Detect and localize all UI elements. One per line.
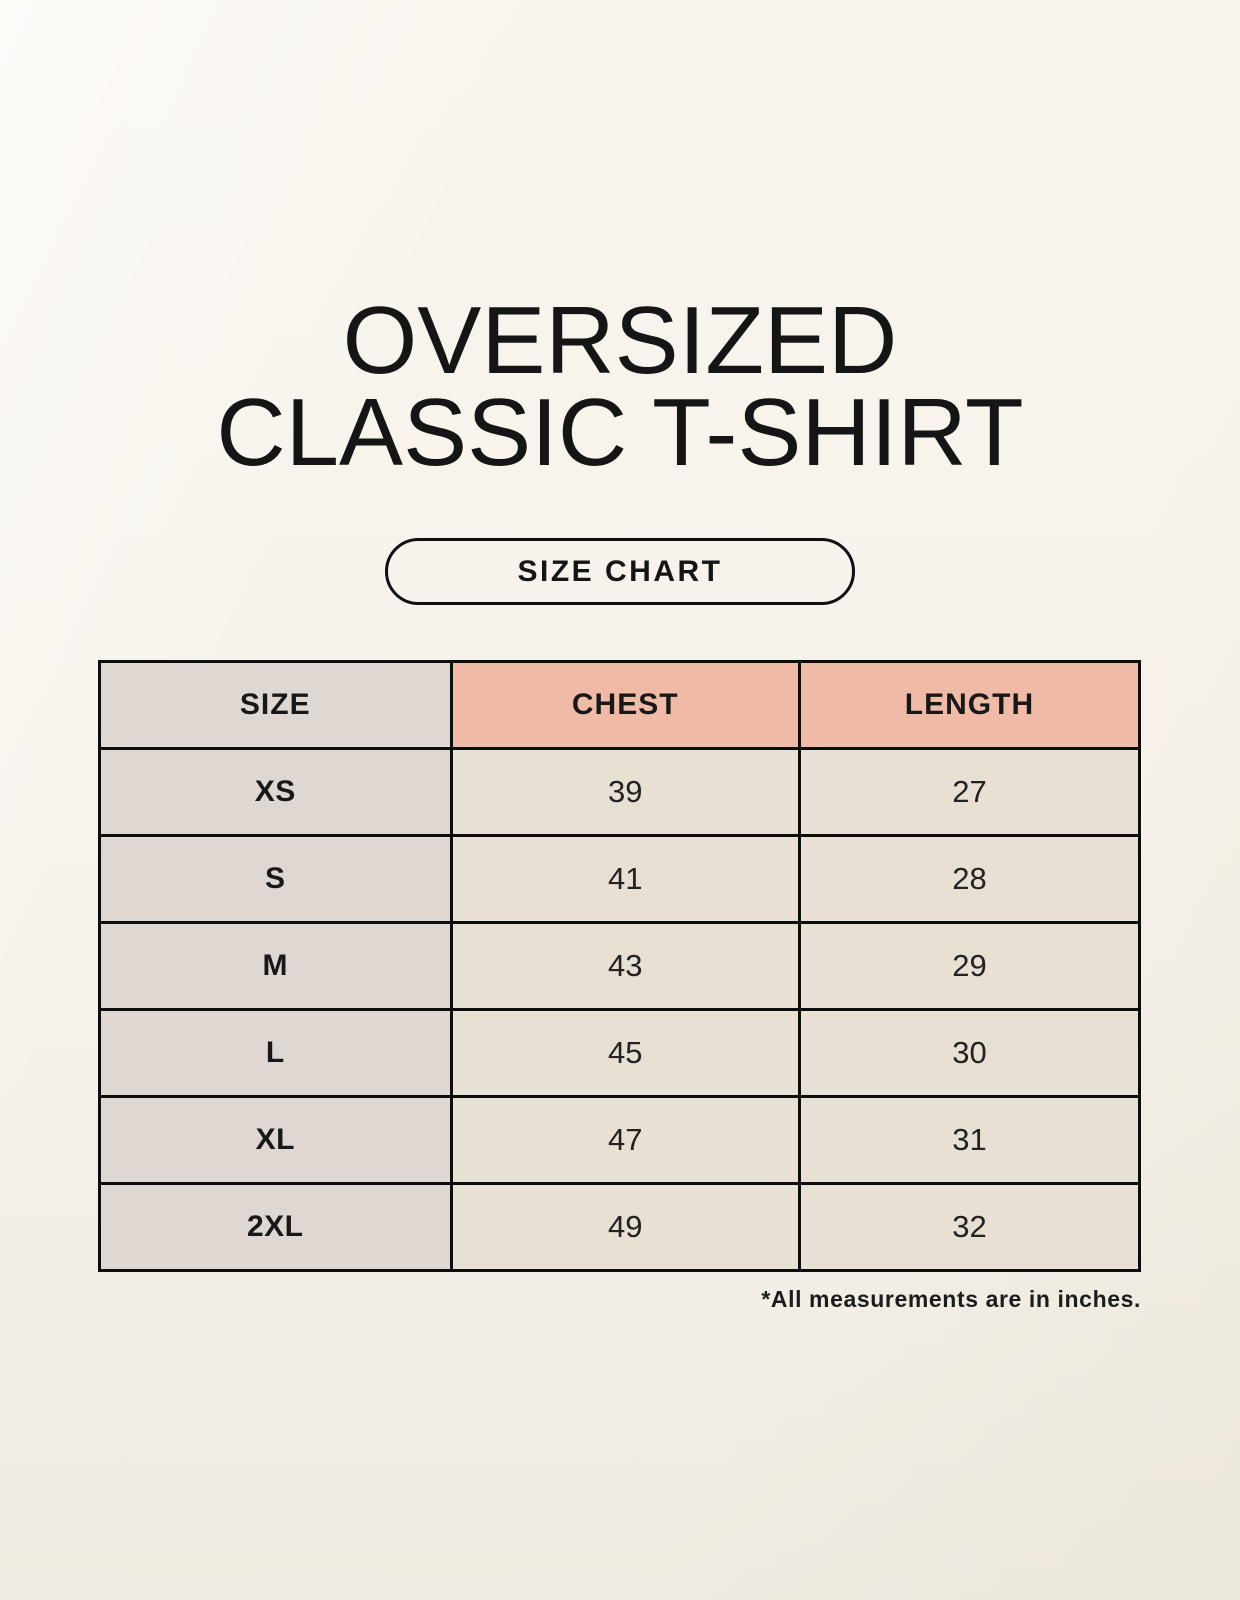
table-row-m: [100, 923, 1140, 1010]
product-title: [0, 0, 1240, 486]
column-header-length: LENGTH: [799, 662, 1139, 749]
length-value-xs: 27: [799, 749, 1139, 836]
length-value-m: 29: [799, 923, 1139, 1010]
chest-value-l: 45: [451, 1010, 799, 1097]
size-label-xs: XS: [100, 749, 452, 836]
size-label-s: S: [100, 836, 452, 923]
size-label-2xl: 2XL: [100, 1184, 452, 1271]
size-chart-button-wrap: [0, 538, 1240, 605]
table-header-row: [100, 662, 1140, 749]
table-row-2xl: [100, 1184, 1140, 1271]
chest-value-xs: 39: [451, 749, 799, 836]
length-value-s: 28: [799, 836, 1139, 923]
table-row-xs: [100, 749, 1140, 836]
measurements-footnote: *All measurements are in inches.: [761, 1286, 1141, 1312]
size-chart-button[interactable]: SIZE CHART: [385, 538, 855, 605]
column-header-size: SIZE: [100, 662, 452, 749]
table-row-s: [100, 836, 1140, 923]
chest-value-m: 43: [451, 923, 799, 1010]
product-title-line-2: CLASSIC T-SHIRT: [216, 379, 1024, 486]
length-value-2xl: 32: [799, 1184, 1139, 1271]
chest-value-xl: 47: [451, 1097, 799, 1184]
chest-value-s: 41: [451, 836, 799, 923]
table-row-xl: [100, 1097, 1140, 1184]
size-table: [98, 660, 1141, 1272]
length-value-l: 30: [799, 1010, 1139, 1097]
column-header-chest: CHEST: [451, 662, 799, 749]
length-value-xl: 31: [799, 1097, 1139, 1184]
table-row-l: [100, 1010, 1140, 1097]
size-label-m: M: [100, 923, 452, 1010]
size-label-xl: XL: [100, 1097, 452, 1184]
chest-value-2xl: 49: [451, 1184, 799, 1271]
product-title-line-1: OVERSIZED: [342, 287, 898, 394]
size-label-l: L: [100, 1010, 452, 1097]
